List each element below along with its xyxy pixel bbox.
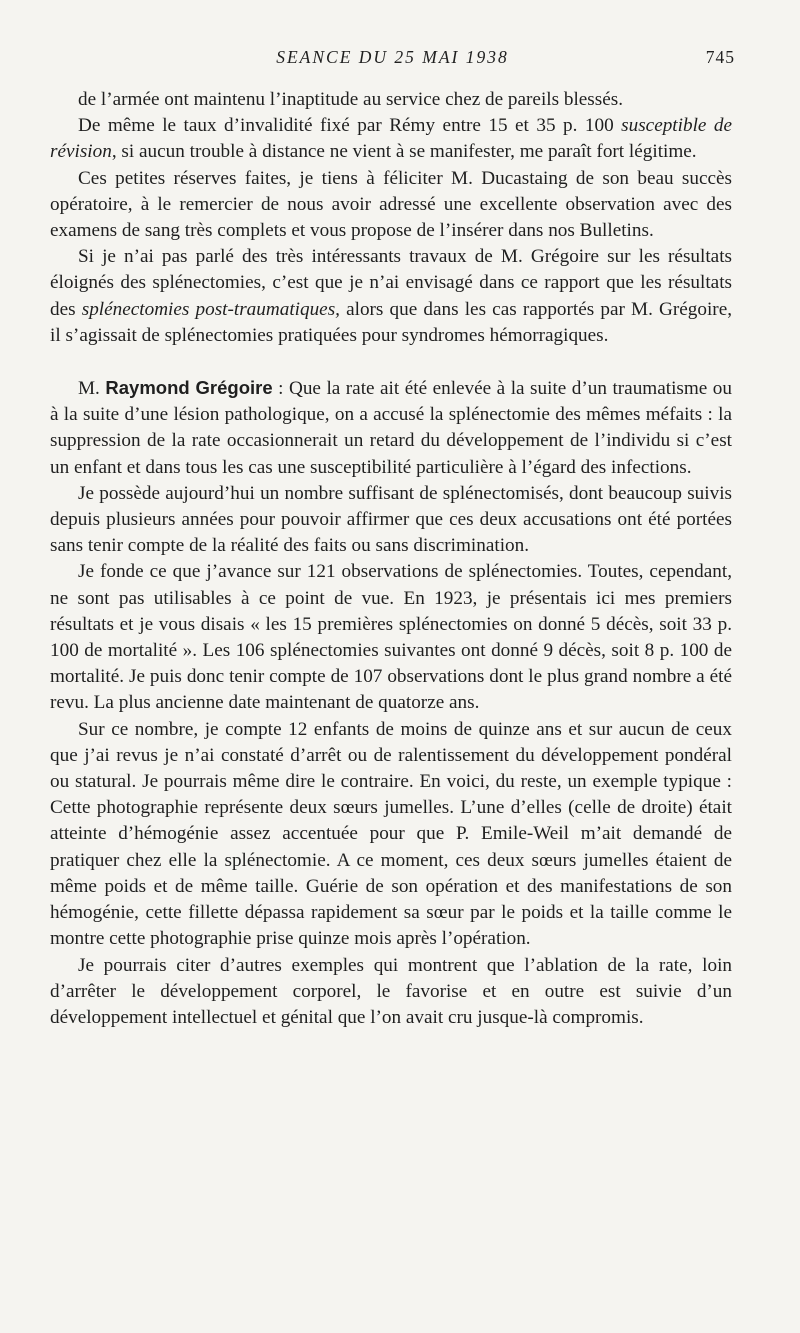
paragraph-text: , si aucun trouble à distance ne vient à se manifester, me paraît fort légitime. [111,141,697,163]
header-title: SEANCE DU 25 MAI 1938 [276,47,509,67]
paragraph-observations: Je fonde ce que j’avance sur 121 observations de splénectomies. Toutes, cependant, ne sont pas utilisables à ce point de vue. En 1923, je présentais ici mes premiers résultats et je vous disais « les 15 premières splénectomies on donné 5 décès, soit 33 p. 100 de mortalité ». Les 106 splénectomies suivantes ont donné 9 décès, soit 8 p. 100 de mortalité. Je puis donc tenir compte de 107 observations dont le plus grand nombre a été revu. La plus ancienne date maintenant de quatorze ans. [50,561,732,714]
paragraph-text: Que la rate ait été enlevée à la suite d’un traumatisme ou à la suite d’une lésion pathologique, on a accusé la splénectomie des mêmes méfaits : la suppression de la rate occasionnerait un retard du développement de l’individu si c’est un enfant et dans tous les cas une susceptibilité particulière à l’égard des infections. [50,378,732,478]
paragraph-splenectomises: Je possède aujourd’hui un nombre suffisant de splénectomisés, dont beaucoup suivis depuis plusieurs années pour pouvoir affirmer que ces deux accusations ont été portées sans tenir compte de la réalité des faits ou sans discrimination. [50,482,732,557]
paragraph-gregoire-works [50,244,732,349]
speaker-paragraph [50,375,732,481]
paragraph-children: Sur ce nombre, je compte 12 enfants de moins de quinze ans et sur aucun de ceux que j’ai revus je n’ai constaté d’arrêt ou de ralentissement du développement pondéral ou statural. Je pourrais même dire le contraire. En voici, du reste, un exemple typique : Cette photographie représente deux sœurs jumelles. L’une d’elles (celle de droite) était atteinte d’hémogénie assez accentuée pour que P. Emile-Weil m’ait demandé de pratiquer chez elle la splénectomie. A ce moment, ces deux sœurs jumelles étaient de même poids et de même taille. Guérie de son opération et des manifestations de son hémogénie, cette fillette dépassa rapidement sa sœur par le poids et la taille comme le montre cette photographie prise quinze mois après l’opération. [50,718,732,950]
page-number: 745 [705,47,735,67]
running-header [50,47,735,73]
speaker-name: Raymond Grégoire [105,377,273,399]
speaker-colon: : [272,378,289,400]
paragraph-text: alors que dans les cas rapportés par M. Grégoire, il s’agissait de splénectomies pratiquées pour syndromes hémorragiques. [50,298,733,346]
paragraph-continuation: de l’armée ont maintenu l’inaptitude au service chez de pareils blessés. [78,89,624,110]
paragraph-reserves: Ces petites réserves faites, je tiens à féliciter M. Ducastaing de son beau succès opératoire, à le remercier de nous avoir adressé une excellente observation avec des examens de sang très complets et vous propose de l’insérer dans nos Bulletins. [50,167,732,242]
speaker-prefix: M. [78,378,106,400]
paragraph-invalidity [50,113,732,165]
italic-phrase: splénectomies post-traumatiques, [81,298,340,320]
italic-phrase: susceptible de révision [50,115,732,163]
section-spacer [50,349,732,375]
paragraph-text: Si je n’ai pas parlé des très intéressants travaux de M. Grégoire sur les résultats éloignés des splénectomies, c’est que je n’ai envisagé dans ce rapport que les résultats des [50,246,732,320]
paragraph-conclusion: Je pourrais citer d’autres exemples qui montrent que l’ablation de la rate, loin d’arrêter le développement corporel, le favorise et en outre est suivie d’un développement intellectuel et génital que l’on avait cru jusque-là compromis. [50,954,732,1028]
document-body [50,87,732,1031]
paragraph-text: De même le taux d’invalidité fixé par Rémy entre 15 et 35 p. 100 [78,115,622,137]
